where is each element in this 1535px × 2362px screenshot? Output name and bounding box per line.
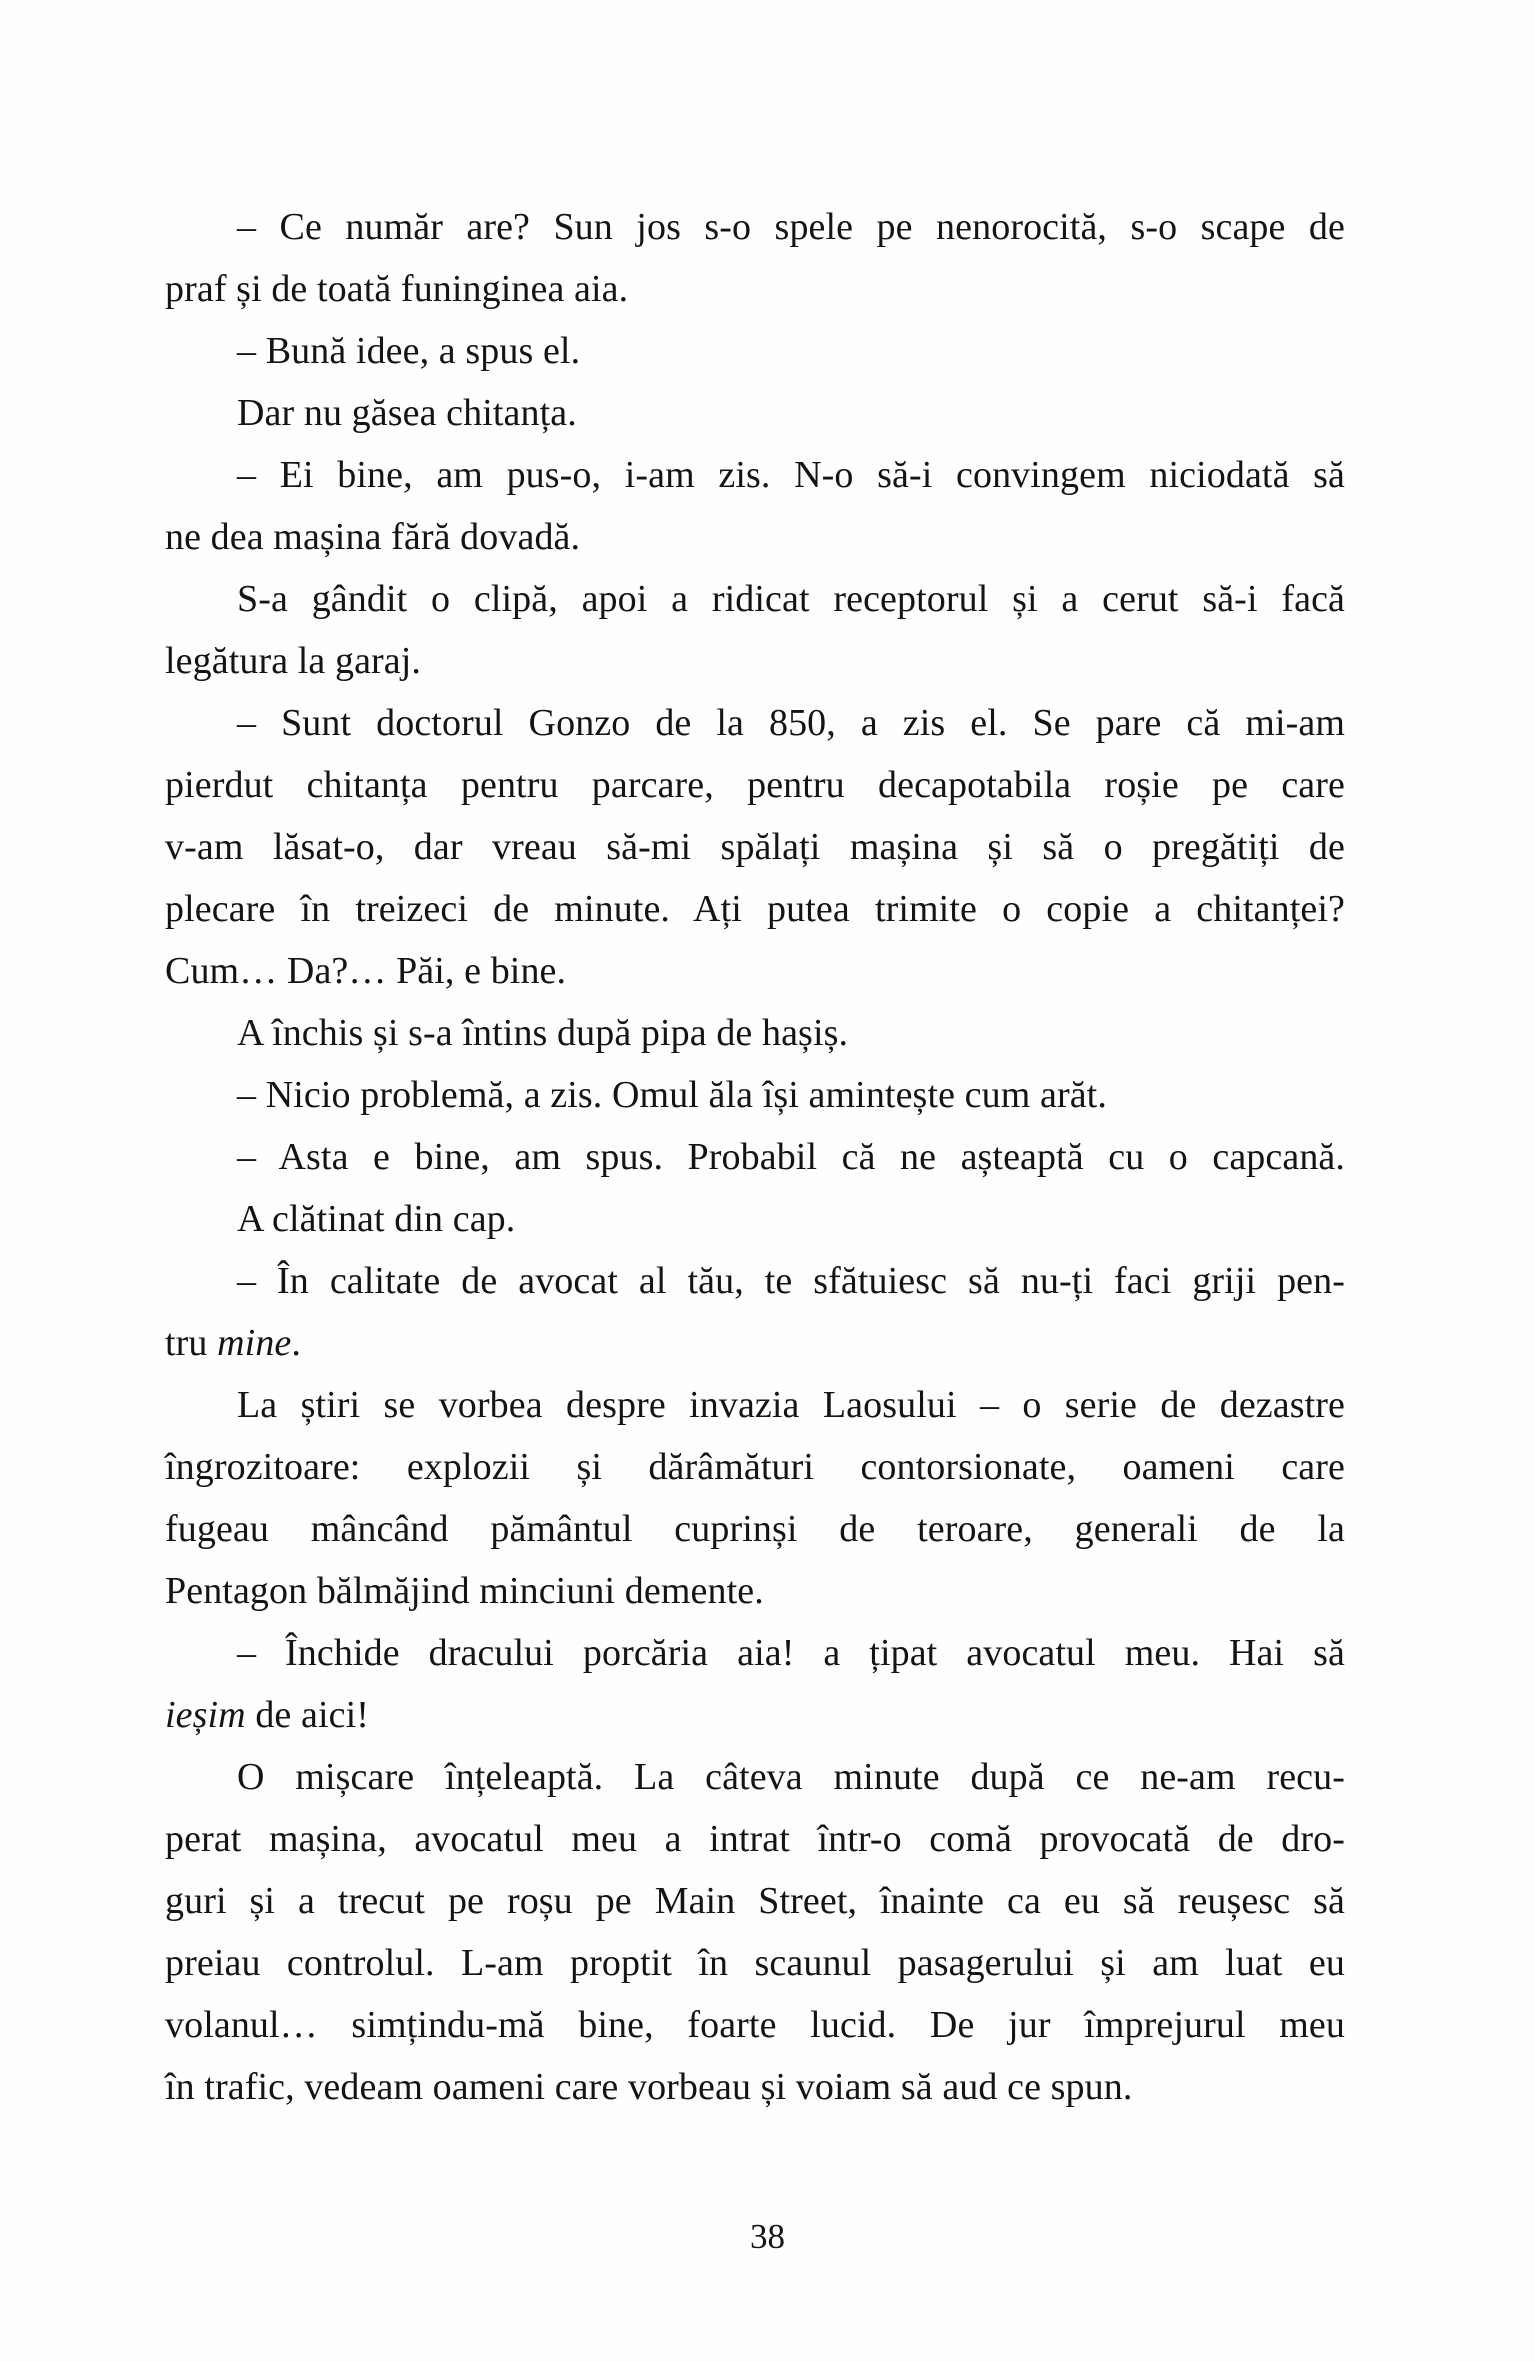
page-text-block	[165, 196, 1345, 2118]
text-segment: pierdut chitanța pentru parcare, pentru decapotabila roșie pe care	[165, 764, 1345, 806]
text-line-22	[165, 1498, 1345, 1560]
text-segment: O mișcare înțeleaptă. La câteva minute după ce ne-am recu-	[237, 1756, 1345, 1798]
text-line-17	[165, 1188, 1345, 1250]
text-segment: Cum… Da?… Păi, e bine.	[165, 950, 567, 992]
page-number: 38	[750, 2217, 785, 2256]
text-segment: volanul… simțindu-mă bine, foarte lucid. De jur împrejurul meu	[165, 2004, 1345, 2046]
text-segment: legătura la garaj.	[165, 640, 422, 682]
text-segment: – Bună idee, a spus el.	[237, 330, 581, 372]
text-segment: – În calitate de avocat al tău, te sfătuiesc să nu-ți faci griji pen-	[237, 1260, 1345, 1302]
text-line-4	[165, 382, 1345, 444]
text-line-20	[165, 1374, 1345, 1436]
text-segment: perat mașina, avocatul meu a intrat într-o comă provocată de dro-	[165, 1818, 1345, 1860]
text-segment: ne dea mașina fără dovadă.	[165, 516, 581, 558]
text-line-7	[165, 568, 1345, 630]
text-line-5	[165, 444, 1345, 506]
text-line-10	[165, 754, 1345, 816]
text-line-30	[165, 1994, 1345, 2056]
text-segment: Dar nu găsea chitanța.	[237, 392, 577, 434]
text-line-23	[165, 1560, 1345, 1622]
text-line-12	[165, 878, 1345, 940]
text-line-24	[165, 1622, 1345, 1684]
text-line-19	[165, 1312, 1345, 1374]
text-line-29	[165, 1932, 1345, 1994]
text-segment: guri și a trecut pe roșu pe Main Street, înainte ca eu să reușesc să	[165, 1880, 1345, 1922]
text-segment: A închis și s-a întins după pipa de hașiș.	[237, 1012, 849, 1054]
text-segment: – Închide dracului porcăria aia! a țipat avocatul meu. Hai să	[237, 1632, 1345, 1674]
text-line-25	[165, 1684, 1345, 1746]
text-segment: A clătinat din cap.	[237, 1198, 516, 1240]
text-segment: S-a gândit o clipă, apoi a ridicat receptorul și a cerut să-i facă	[237, 578, 1345, 620]
text-line-31	[165, 2056, 1345, 2118]
text-segment: preiau controlul. L-am proptit în scaunul pasagerului și am luat eu	[165, 1942, 1345, 1984]
text-line-16	[165, 1126, 1345, 1188]
text-line-13	[165, 940, 1345, 1002]
text-line-18	[165, 1250, 1345, 1312]
text-segment: tru	[165, 1322, 218, 1364]
text-line-27	[165, 1808, 1345, 1870]
text-line-2	[165, 258, 1345, 320]
text-segment: – Ce număr are? Sun jos s-o spele pe nenorocită, s-o scape de	[237, 206, 1345, 248]
text-line-8	[165, 630, 1345, 692]
text-segment: plecare în treizeci de minute. Ați putea trimite o copie a chitanței?	[165, 888, 1345, 930]
text-segment: – Sunt doctorul Gonzo de la 850, a zis el. Se pare că mi-am	[237, 702, 1345, 744]
text-line-3	[165, 320, 1345, 382]
text-segment: – Asta e bine, am spus. Probabil că ne așteaptă cu o capcană.	[237, 1136, 1345, 1178]
text-segment: în trafic, vedeam oameni care vorbeau și voiam să aud ce spun.	[165, 2066, 1133, 2108]
text-line-21	[165, 1436, 1345, 1498]
text-line-11	[165, 816, 1345, 878]
italic-text-segment: ieșim	[165, 1694, 246, 1736]
text-line-26	[165, 1746, 1345, 1808]
text-segment: de aici!	[245, 1694, 369, 1736]
text-segment: – Nicio problemă, a zis. Omul ăla își amintește cum arăt.	[237, 1074, 1107, 1116]
italic-text-segment: mine	[217, 1322, 292, 1364]
text-line-28	[165, 1870, 1345, 1932]
text-segment: .	[291, 1322, 302, 1364]
text-line-1	[165, 196, 1345, 258]
text-line-14	[165, 1002, 1345, 1064]
text-line-6	[165, 506, 1345, 568]
text-segment: v-am lăsat-o, dar vreau să-mi spălați mașina și să o pregătiți de	[165, 826, 1345, 868]
text-segment: praf și de toată funinginea aia.	[165, 268, 629, 310]
text-segment: La știri se vorbea despre invazia Laosului – o serie de dezastre	[237, 1384, 1345, 1426]
text-segment: – Ei bine, am pus-o, i-am zis. N-o să-i convingem niciodată să	[237, 454, 1345, 496]
text-segment: îngrozitoare: explozii și dărâmături contorsionate, oameni care	[165, 1446, 1345, 1488]
text-line-15	[165, 1064, 1345, 1126]
text-line-9	[165, 692, 1345, 754]
text-segment: Pentagon bălmăjind minciuni demente.	[165, 1570, 764, 1612]
text-segment: fugeau mâncând pământul cuprinși de teroare, generali de la	[165, 1508, 1345, 1550]
